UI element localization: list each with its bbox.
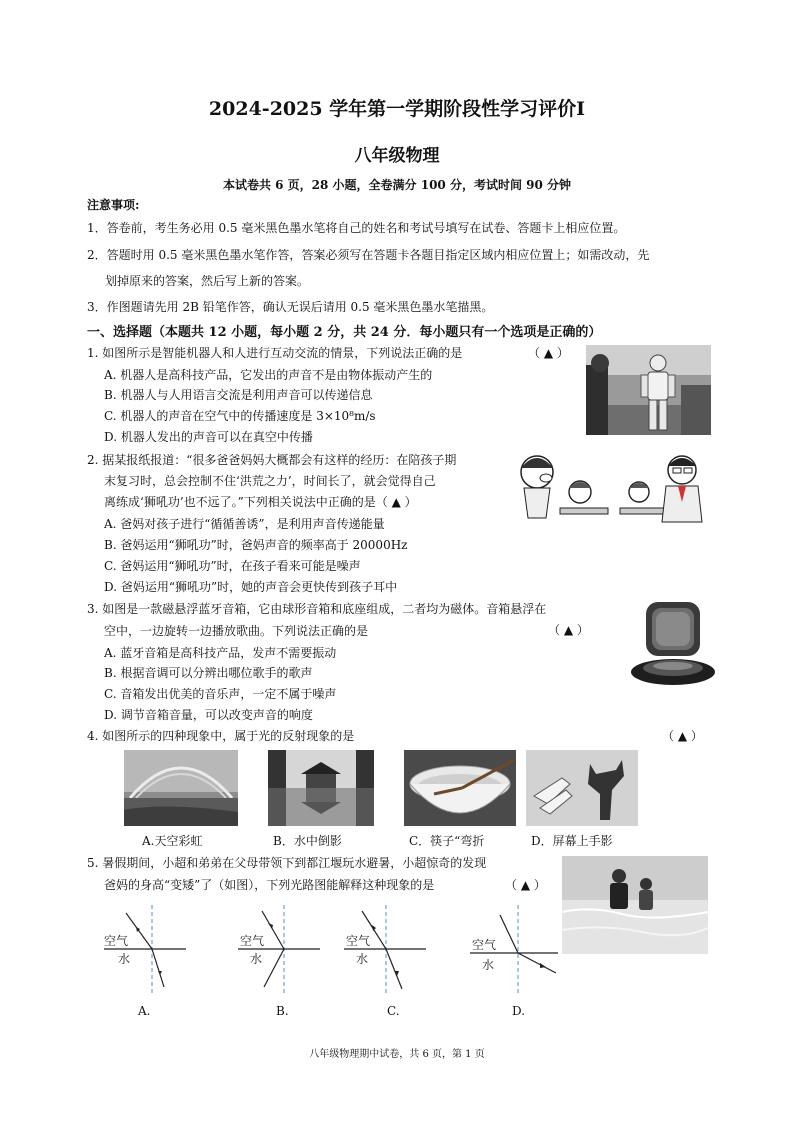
- page-footer: 八年级物理期中试卷，共 6 页，第 1 页: [309, 1049, 485, 1060]
- page-subtitle: 八年级物理: [354, 146, 440, 166]
- incident-ray: [126, 913, 152, 949]
- label-air: 空气: [104, 934, 129, 948]
- optics-diagram-a: [100, 905, 190, 995]
- question-4-stem: 4. 如图所示的四种现象中，属于光的反射现象的是: [87, 729, 355, 743]
- optics-diagram-b: [234, 905, 324, 995]
- question-1-stem: 1. 如图所示是智能机器人和人进行互动交流的情景，下列说法正确的是: [87, 346, 463, 360]
- q3-option-a: A. 蓝牙音箱是高科技产品，发声不需要振动: [104, 646, 337, 660]
- question-5-stem: 5. 暑假期间，小超和弟弟在父母带领下到都江堰玩水避暑，小超惊奇的发现: [87, 856, 487, 870]
- rainbow-photo: [124, 750, 238, 826]
- reflection-photo: [268, 750, 374, 826]
- q1-option-b: B. 机器人与人用语言交流是利用声音可以传递信息: [104, 388, 373, 402]
- question-3-stem: 空中，一边旋转一边播放歌曲。下列说法正确的是: [104, 624, 369, 638]
- label-air: 空气: [472, 938, 497, 952]
- label-water: 水: [250, 952, 263, 966]
- question-2-stem: 2. 据某报纸报道：“很多爸爸妈妈大概都会有这样的经历：在陪孩子期: [87, 453, 457, 467]
- exam-info: 本试卷共 6 页，28 小题，全卷满分 100 分，考试时间 90 分钟: [222, 178, 572, 192]
- chopsticks-photo: [404, 750, 516, 826]
- question-2-stem: 末复习时，总会控制不住‘洪荒之力’，时间长了，就会觉得自己: [104, 474, 436, 488]
- robot-photo: [586, 345, 711, 435]
- label-water: 水: [356, 952, 369, 966]
- q4-caption-c: C．筷子“弯折: [409, 834, 485, 848]
- question-3-stem: 3. 如图是一款磁悬浮蓝牙音箱，它由球形音箱和底座组成，二者均为磁体。音箱悬浮在: [87, 602, 547, 616]
- parents-cartoon: [512, 446, 717, 526]
- label-water: 水: [118, 952, 131, 966]
- question-2-stem: 离练成‘狮吼功’也不远了。”下列相关说法中正确的是（ ▲ ）: [104, 495, 417, 509]
- incident-ray: [500, 915, 518, 953]
- answer-blank: （ ▲ ）: [505, 878, 546, 892]
- question-5-stem: 爸妈的身高“变矮”了（如图），下列光路图能解释这种现象的是: [104, 878, 435, 892]
- q5-option-a: A.: [138, 1004, 151, 1018]
- q4-caption-b: B．水中倒影: [273, 834, 342, 848]
- note-item: 划掉原来的答案，然后写上新的答案。: [105, 274, 310, 288]
- label-water: 水: [482, 958, 495, 972]
- q4-caption-d: D．屏幕上手影: [531, 834, 613, 848]
- q2-option-d: D. 爸妈运用“狮吼功”时，她的声音会更快传到孩子耳中: [104, 580, 398, 594]
- q3-option-c: C. 音箱发出优美的音乐声，一定不属于噪声: [104, 687, 337, 701]
- q2-option-c: C. 爸妈运用“狮吼功”时，在孩子看来可能是噪声: [104, 559, 361, 573]
- section-heading: 一、选择题（本题共 12 小题，每小题 2 分，共 24 分．每小题只有一个选项是正确的）: [87, 325, 602, 340]
- hand-shadow-photo: [526, 750, 638, 826]
- optics-diagram-c: [340, 905, 430, 995]
- q4-caption-a: A.天空彩虹: [142, 834, 203, 848]
- note-item: 3．作图题请先用 2B 铅笔作答，确认无误后请用 0.5 毫米黑色墨水笔描黑。: [87, 300, 494, 314]
- optics-diagram-d: [470, 905, 560, 995]
- levitating-speaker-photo: [628, 598, 718, 692]
- arrow-icon: [158, 971, 162, 975]
- refracted-ray: [386, 949, 402, 989]
- label-air: 空气: [240, 934, 265, 948]
- notes-heading: 注意事项:: [87, 198, 140, 212]
- q5-option-c: C.: [387, 1004, 400, 1018]
- q1-option-c: C. 机器人的声音在空气中的传播速度是 3×10⁸m/s: [104, 409, 376, 423]
- note-item: 1．答卷前，考生务必用 0.5 毫米黑色墨水笔将自己的姓名和考试号填写在试卷、答题卡上相应位置。: [87, 221, 626, 235]
- note-item: 2．答题时用 0.5 毫米黑色墨水笔作答，答案必须写在答题卡各题目指定区域内相应位置上；如需改动，先: [87, 248, 650, 262]
- q3-option-b: B. 根据音调可以分辨出哪位歌手的歌声: [104, 666, 313, 680]
- answer-blank: （ ▲ ）: [548, 623, 589, 637]
- incident-ray: [262, 911, 284, 949]
- pool-photo: [562, 856, 708, 954]
- q5-option-d: D.: [512, 1004, 526, 1018]
- refracted-ray: [518, 953, 556, 973]
- q1-option-a: A. 机器人是高科技产品，它发出的声音不是由物体振动产生的: [104, 368, 433, 382]
- q5-option-b: B.: [276, 1004, 289, 1018]
- refracted-ray: [264, 949, 284, 987]
- answer-blank: （ ▲ ）: [528, 346, 569, 360]
- answer-blank: （ ▲ ）: [662, 729, 703, 743]
- refracted-ray: [152, 949, 164, 987]
- q2-option-b: B. 爸妈运用“狮吼功”时，爸妈声音的频率高于 20000Hz: [104, 538, 408, 552]
- q3-option-d: D. 调节音箱音量，可以改变声音的响度: [104, 708, 313, 722]
- page-title: 2024-2025 学年第一学期阶段性学习评价I: [208, 98, 586, 120]
- q2-option-a: A. 爸妈对孩子进行“循循善诱”，是利用声音传递能量: [104, 517, 385, 531]
- q1-option-d: D. 机器人发出的声音可以在真空中传播: [104, 430, 313, 444]
- label-air: 空气: [346, 934, 371, 948]
